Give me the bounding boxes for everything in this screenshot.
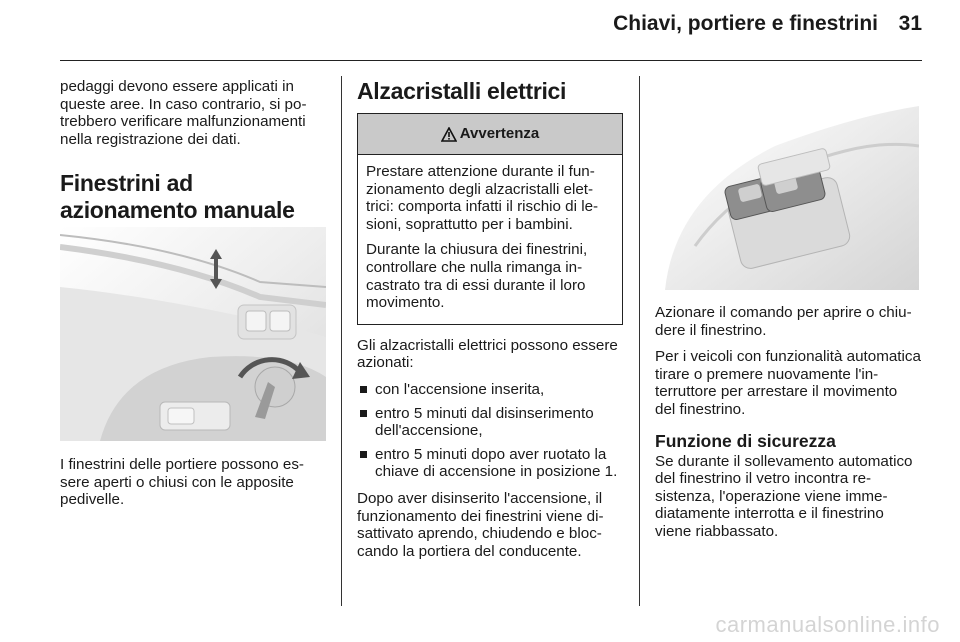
list-item: con l'accensione inserita, [357, 381, 623, 399]
left-body [60, 456, 326, 518]
chapter-title: Chiavi, portiere e finestrini [613, 12, 878, 35]
warning-title: Avvertenza [459, 125, 540, 143]
warning-body [358, 155, 622, 324]
left-intro-paragraph: pedaggi devono essere applicati in queste aree. In caso contrario, si potrebbero verificare malfunzionamenti nella registrazione dei dati. [60, 78, 307, 148]
list-item: entro 5 minuti dopo aver ruotato la chiave di accensione in posizione 1. [357, 446, 623, 481]
warning-triangle-icon [441, 127, 457, 142]
conditions-list [357, 381, 623, 481]
warning-paragraph-2: Durante la chiusura dei finestrini, controllare che nulla rimanga incastrato tra di essi durante il loro movimento. [366, 241, 588, 312]
header-divider [60, 60, 922, 61]
power-windows-heading: Alzacristalli elettrici [357, 78, 567, 104]
manual-window-crank-illustration [60, 227, 326, 441]
left-column [60, 78, 326, 234]
manual-windows-text: I finestrini delle portiere possono essere aperti o chiusi con le apposite pedivelle. [60, 456, 304, 509]
middle-column [357, 78, 623, 569]
safety-function-heading: Funzione di sicurezza [655, 430, 836, 451]
page-number: 31 [898, 12, 922, 35]
warning-paragraph-1: Prestare attenzione durante il funzionamento degli alzacristalli elettrici: comporta infatti il rischio di lesioni, soprattutto per i bambini. [366, 163, 599, 233]
manual-windows-heading: Finestrini ad azionamento manuale [60, 170, 295, 224]
safety-function-text: Se durante il sollevamento automatico del finestrino il vetro incontra resistenza, l'operazione viene immediatamente interrotta e il finestrino viene riabbassato. [655, 452, 913, 540]
power-windows-after-text: Dopo aver disinserito l'accensione, il funzionamento dei finestrini viene disattivato aprendo, chiudendo e bloccando la portiera del conducente. [357, 489, 604, 560]
power-windows-intro: Gli alzacristalli elettrici possono essere azionati: [357, 336, 618, 372]
right-paragraph-1: Azionare il comando per aprire o chiudere il finestrino. [655, 304, 912, 339]
watermark: carmanualsonline.info [715, 612, 940, 637]
column-divider-2 [639, 76, 640, 606]
warning-box [357, 113, 623, 325]
warning-header [358, 114, 622, 155]
right-paragraph-2: Per i veicoli con funzionalità automatica tirare o premere nuovamente l'interruttore per arrestare il movimento del finestrino. [655, 348, 921, 418]
window-switch-illustration [655, 76, 919, 290]
right-column [655, 304, 921, 550]
list-item: entro 5 minuti dal disinserimento dell'accensione, [357, 405, 623, 440]
column-divider-1 [341, 76, 342, 606]
